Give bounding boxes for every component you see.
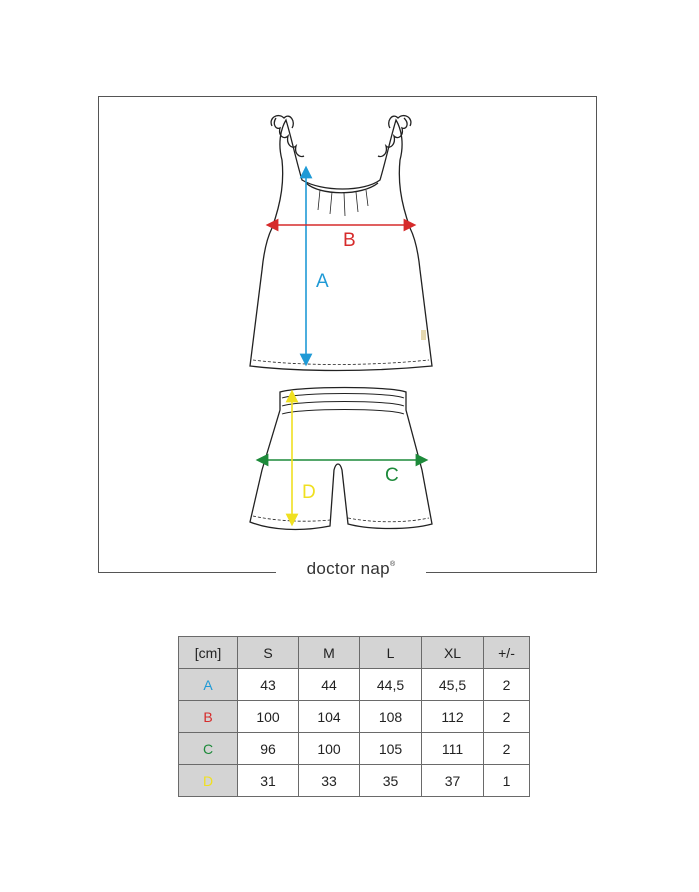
table-cell: 43 bbox=[238, 669, 299, 701]
table-cell: 104 bbox=[299, 701, 360, 733]
measure-d-label: D bbox=[302, 482, 316, 503]
size-header: M bbox=[299, 637, 360, 669]
table-row bbox=[179, 733, 530, 765]
table-cell: 37 bbox=[422, 765, 484, 797]
table-cell: 31 bbox=[238, 765, 299, 797]
table-cell: 111 bbox=[422, 733, 484, 765]
row-label: C bbox=[179, 733, 238, 765]
table-cell: 105 bbox=[360, 733, 422, 765]
size-header: S bbox=[238, 637, 299, 669]
top-garment bbox=[250, 116, 432, 371]
table-cell: 96 bbox=[238, 733, 299, 765]
row-label: A bbox=[179, 669, 238, 701]
table-row bbox=[179, 701, 530, 733]
size-table bbox=[178, 636, 530, 797]
table-cell: 33 bbox=[299, 765, 360, 797]
table-row bbox=[179, 765, 530, 797]
table-cell: 44 bbox=[299, 669, 360, 701]
table-cell: 108 bbox=[360, 701, 422, 733]
table-cell: 100 bbox=[299, 733, 360, 765]
size-header: L bbox=[360, 637, 422, 669]
tolerance-cell: 2 bbox=[484, 669, 530, 701]
row-label: D bbox=[179, 765, 238, 797]
tolerance-cell: 2 bbox=[484, 733, 530, 765]
tolerance-header: +/- bbox=[484, 637, 530, 669]
table-cell: 45,5 bbox=[422, 669, 484, 701]
tolerance-cell: 1 bbox=[484, 765, 530, 797]
measure-c-label: C bbox=[385, 465, 399, 486]
unit-header: [cm] bbox=[179, 637, 238, 669]
size-table-header bbox=[179, 637, 530, 669]
table-cell: 112 bbox=[422, 701, 484, 733]
brand-name: doctor nap bbox=[306, 559, 390, 578]
table-cell: 100 bbox=[238, 701, 299, 733]
tolerance-cell: 2 bbox=[484, 701, 530, 733]
table-cell: 44,5 bbox=[360, 669, 422, 701]
measure-a-label: A bbox=[316, 271, 329, 292]
shorts-garment bbox=[250, 388, 432, 530]
table-row bbox=[179, 669, 530, 701]
row-label: B bbox=[179, 701, 238, 733]
measure-b-label: B bbox=[343, 230, 356, 251]
size-header: XL bbox=[422, 637, 484, 669]
registered-mark: ® bbox=[389, 561, 396, 568]
table-cell: 35 bbox=[360, 765, 422, 797]
